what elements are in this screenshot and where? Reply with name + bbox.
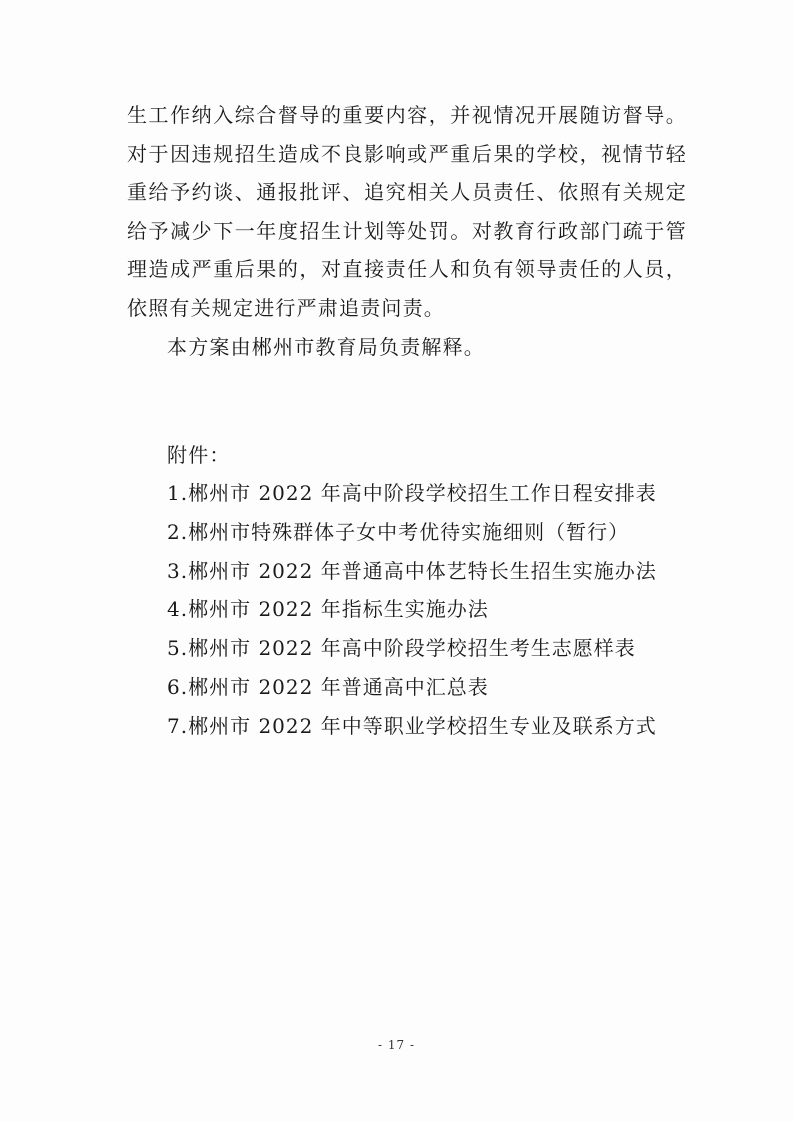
attachment-item: 6.郴州市 2022 年普通高中汇总表 [167,674,489,699]
attachments-list [167,474,707,746]
attachment-item: 1.郴州市 2022 年高中阶段学校招生工作日程安排表 [167,481,657,505]
page-number: - 17 - [377,1038,415,1052]
body-text [127,96,687,366]
attachment-item: 3.郴州市 2022 年普通高中体艺特长生招生实施办法 [167,558,657,583]
attachments-section [167,436,707,746]
closing-paragraph: 本方案由郴州市教育局负责解释。 [167,334,485,359]
attachment-item: 7.郴州市 2022 年中等职业学校招生专业及联系方式 [167,713,657,738]
attachment-item: 4.郴州市 2022 年指标生实施办法 [167,597,489,622]
attachment-item: 5.郴州市 2022 年高中阶段学校招生考生志愿样表 [167,636,636,661]
attachments-heading: 附件： [167,443,231,467]
body-paragraph: 生工作纳入综合督导的重要内容，并视情况开展随访督导。对于因违规招生造成不良影响或严重后果的学校，视情节轻重给予约谈、通报批评、追究相关人员责任、依照有关规定给予减少下一年度招生计划等处罚。对教育行政部门疏于管理造成严重后果的，对直接责任人和负有领导责任的人员，依照有关规定进行严肃追责问责。 [127,103,687,320]
attachment-item: 2.郴州市特殊群体子女中考优待实施细则（暂行） [167,519,630,544]
